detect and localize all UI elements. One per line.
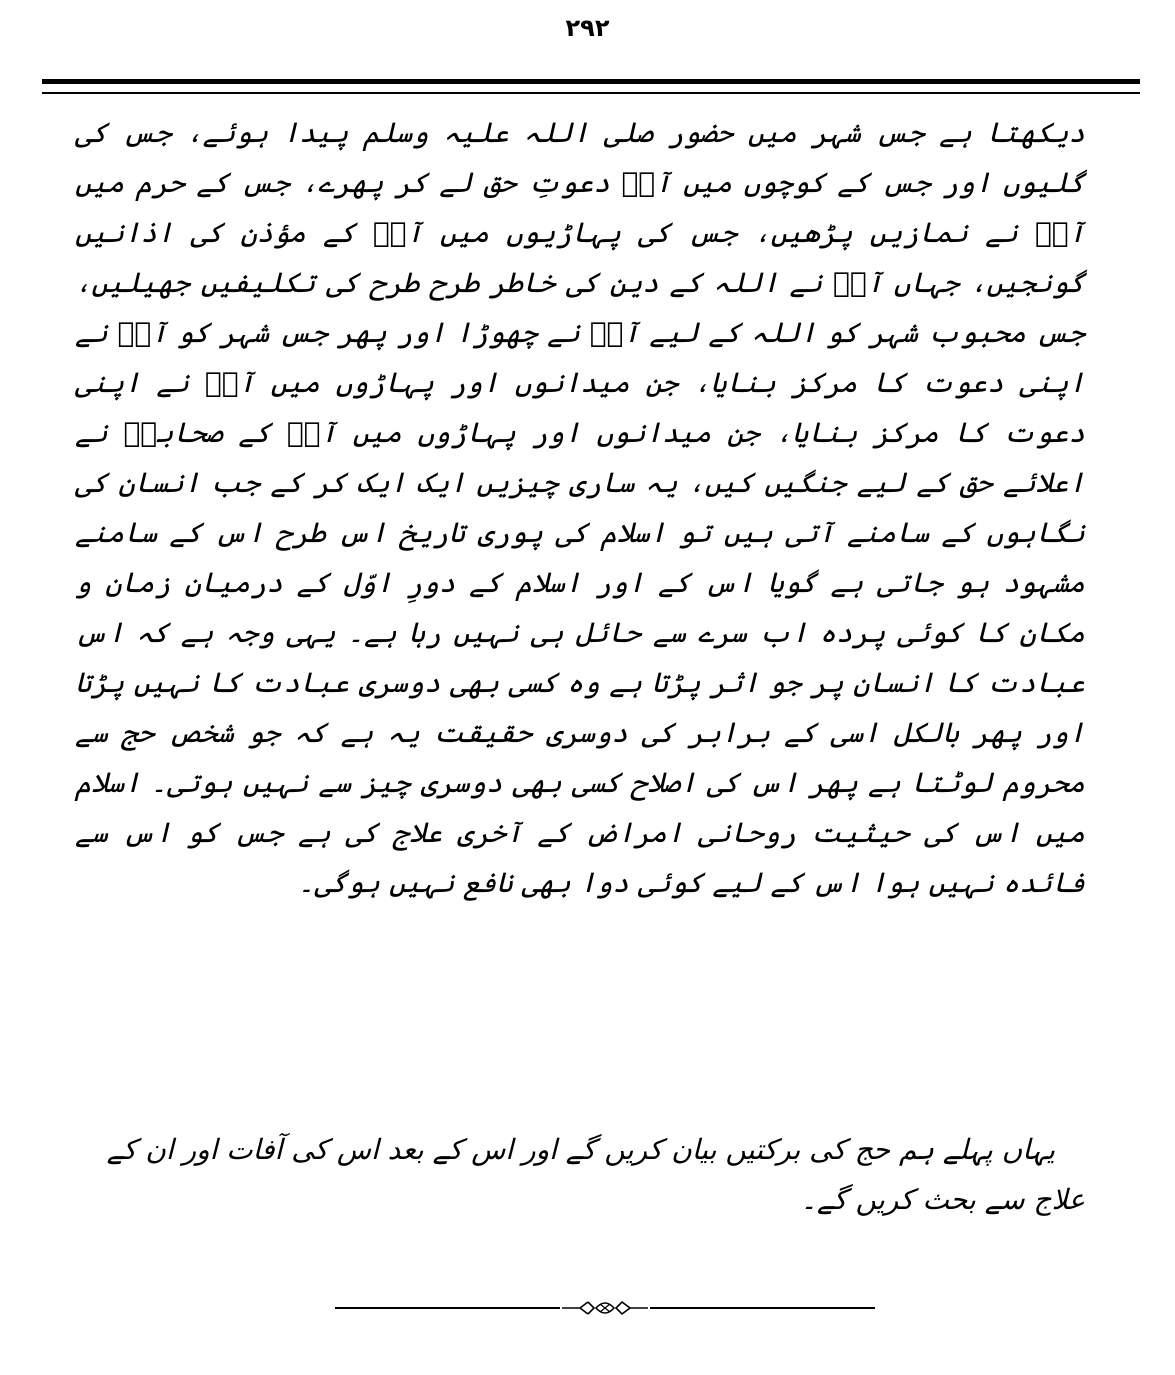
section-end-ornament [335, 1296, 875, 1320]
page-number: ۲۹۲ [565, 14, 610, 42]
closing-paragraph: یہاں پہلے ہم حج کی برکتیں بیان کریں گے اور اس کے بعد اس کی آفات اور ان کے علاج سے بحث کریں گے۔ [106, 1133, 1085, 1216]
main-paragraph: دیکھتا ہے جس شہر میں حضور صلی اللہ علیہ وسلم پیدا ہوئے، جس کی گلیوں اور جس کے کوچوں میں آپؐ دعوتِ حق لے کر پھرے، جس کے حرم میں آپؐ نے نمازیں پڑھیں، جس کی پہاڑیوں میں آپؐ کے مؤذن کی اذانیں گونجیں، جہاں آپؐ نے اللہ کے دین کی خاطر طرح طرح کی تکلیفیں جھیلیں، جس محبوب شہر کو اللہ کے لیے آپؐ نے چھوڑا اور پھر جس شہر کو آپؐ نے اپنی دعوت کا مرکز بنایا، جن میدانوں اور پہاڑوں میں آپؐ نے اپنی دعوت کا مرکز بنایا، جن میدانوں اور پہاڑوں میں آپؐ کے صحابہؓ نے اعلائے حق کے لیے جنگیں کیں، یہ ساری چیزیں ایک ایک کر کے جب انسان کی نگاہوں کے سامنے آتی ہیں تو اسلام کی پوری تاریخ اس طرح اس کے سامنے مشہود ہو جاتی ہے گویا اس کے اور اسلام کے دورِ اوّل کے درمیان زمان و مکان کا کوئی پردہ اب سرے سے حائل ہی نہیں رہا ہے۔ یہی وجہ ہے کہ اس عبادت کا انسان پر جو اثر پڑتا ہے وہ کسی بھی دوسری عبادت کا نہیں پڑتا اور پھر بالکل اسی کے برابر کی دوسری حقیقت یہ ہے کہ جو شخص حج سے محروم لوٹتا ہے پھر اس کی اصلاح کسی بھی دوسری چیز سے نہیں ہوتی۔ اسلام میں اس کی حیثیت روحانی امراض کے آخری علاج کی ہے جس کو اس سے فائدہ نہیں ہوا اس کے لیے کوئی دوا بھی نافع نہیں ہوگی۔ [75, 116, 1085, 899]
header-rule-thin [42, 92, 1140, 94]
flourish-icon [560, 1296, 650, 1320]
header-rule-thick [42, 79, 1140, 84]
